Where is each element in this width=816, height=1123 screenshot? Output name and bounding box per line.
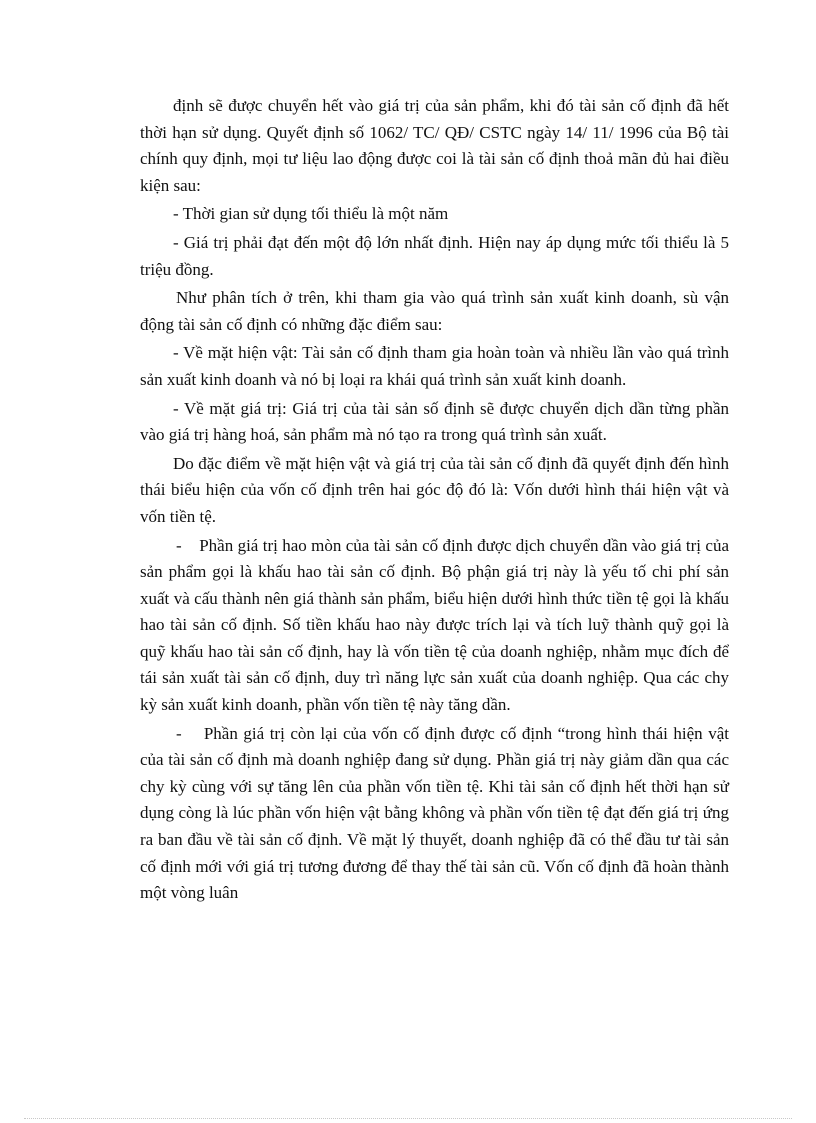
document-body (140, 93, 734, 909)
paragraph-remaining-value: - Phần giá trị còn lại của vốn cố định được cố định “trong hình thái hiện vật của tài sản cố định mà doanh nghiệp đang sử dụng. Phần giá trị này giảm dần qua các chy kỳ cùng với sự tăng lên của phần vốn tiền tệ. Khi tài sản cố định hết thời hạn sử dụng còng là lúc phần vốn hiện vật bằng không và phần vốn tiền tệ đạt đến giá trị ứng ra ban đầu về tài sản cố định. Về mặt lý thuyết, doanh nghiệp đã có thể đầu tư tài sản cố định mới với giá trị tương đương để thay thế tài sản cũ. Vốn cố định đã hoàn thành một vòng luân (140, 723, 734, 903)
paragraph-depreciation: - Phần giá trị hao mòn của tài sản cố định được dịch chuyển dần vào giá trị của sản phẩm gọi là khấu hao tài sản cố định. Bộ phận giá trị này là yếu tố chi phí sản xuất và cấu thành nên giá thành sản phẩm, biểu hiện dưới hình thức tiền tệ gọi là khấu hao tài sản cố định. Số tiền khấu hao này được trích lại và tích luỹ thành quỹ gọi là quỹ khấu hao tài sản cố định, hay là vốn tiền tệ của doanh nghiệp, nhằm mục đích để tái sản xuất tài sản cố định, duy trì năng lực sản xuất của doanh nghiệp. Qua các chy kỳ sản xuất kinh doanh, phần vốn tiền tệ này tăng dần. (140, 535, 734, 715)
paragraph-value-aspect: - Về mặt giá trị: Giá trị của tài sản số định sẽ được chuyển dịch dần từng phần vào giá trị hàng hoá, sản phẩm mà nó tạo ra trong quá trình sản xuất. (140, 398, 729, 445)
paragraph-movement-intro: Như phân tích ở trên, khi tham gia vào quá trình sản xuất kinh doanh, sù vận động tài sản cố định có những đặc điểm sau: (140, 288, 729, 334)
paragraph-condition-time: - Thời gian sử dụng tối thiểu là một năm (173, 204, 449, 224)
paragraph-forms-of-capital: Do đặc điểm về mặt hiện vật và giá trị của tài sản cố định đã quyết định đến hình thái biểu hiện của vốn cố định trên hai góc độ đó là: Vốn dưới hình thái hiện vật và vốn tiền tệ. (140, 453, 729, 526)
page-bottom-divider (24, 1118, 792, 1119)
paragraph-condition-value: - Giá trị phải đạt đến một độ lớn nhất định. Hiện nay áp dụng mức tối thiểu là 5 triệu đồng. (140, 232, 729, 279)
paragraph-physical-aspect: - Về mặt hiện vật: Tài sản cố định tham gia hoàn toàn và nhiều lần vào quá trình sản xuất kinh doanh và nó bị loại ra khái quá trình sản xuất kinh doanh. (140, 343, 729, 389)
paragraph-fixed-asset-definition: định sẽ được chuyển hết vào giá trị của sản phẩm, khi đó tài sản cố định đã hết thời hạn sử dụng. Quyết định số 1062/ TC/ QĐ/ CSTC ngày 14/ 11/ 1996 của Bộ tài chính quy định, mọi tư liệu lao động được coi là tài sản cố định thoả mãn đủ hai điều kiện sau: (140, 96, 729, 195)
